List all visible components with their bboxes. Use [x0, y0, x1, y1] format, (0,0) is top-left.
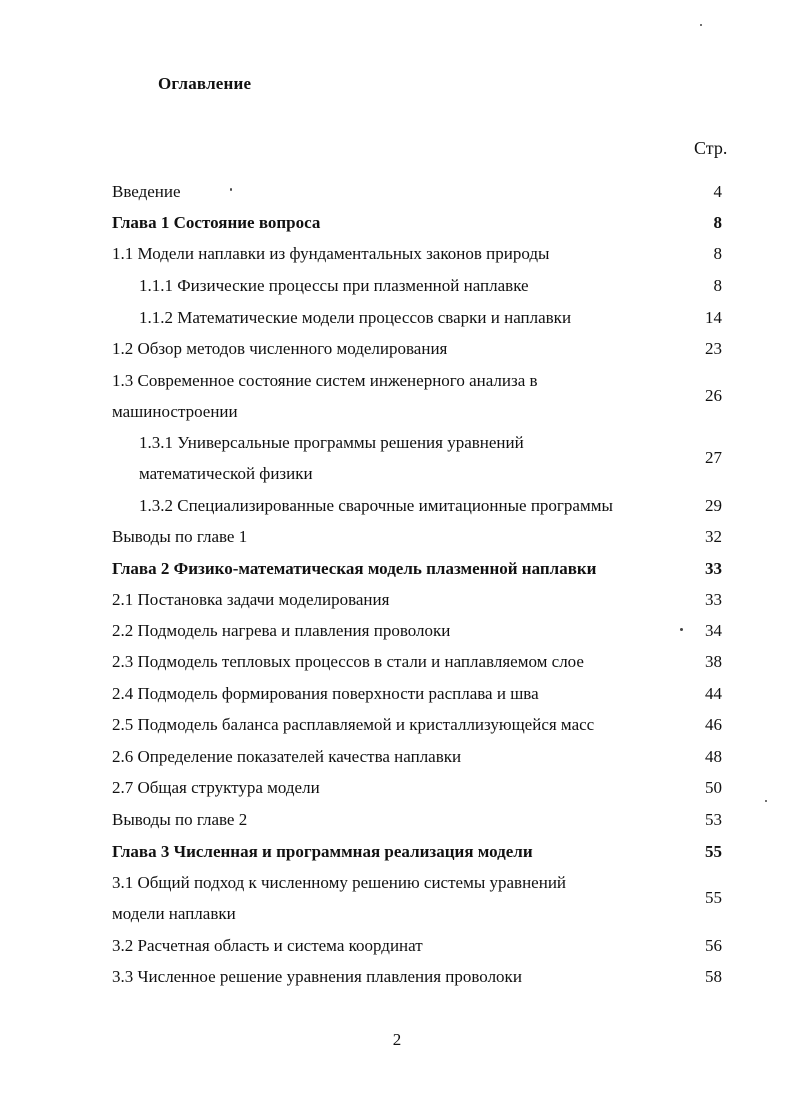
toc-entry-1-1-1 [112, 270, 722, 301]
toc-entry-introduction [112, 176, 722, 207]
toc-entry-text: Глава 1 Состояние вопроса [112, 213, 321, 232]
toc-entry-page: 34 [705, 621, 722, 640]
toc-entry-page: 55 [705, 842, 722, 861]
toc-entry-text: Глава 3 Численная и программная реализация модели [112, 842, 533, 861]
toc-entry-text: 3.3 Численное решение уравнения плавления проволоки [112, 967, 522, 986]
toc-entry-text: 2.1 Постановка задачи моделирования [112, 590, 390, 609]
toc-entry-2-4 [112, 678, 722, 709]
toc-entry-1-1-2 [112, 302, 722, 333]
toc-entry-text: 1.3.1 Универсальные программы решения уравнений математической физики [139, 433, 524, 483]
scan-speck [680, 628, 683, 631]
scan-speck [230, 188, 232, 191]
toc-entry-page: 8 [713, 276, 722, 295]
toc-entry-2-6 [112, 741, 722, 772]
toc-entry-page: 32 [705, 527, 722, 546]
toc-entry-text: 2.7 Общая структура модели [112, 778, 320, 797]
toc-entry-text: 1.1.1 Физические процессы при плазменной наплавке [139, 276, 529, 295]
toc-entry-text: 2.4 Подмодель формирования поверхности расплава и шва [112, 684, 539, 703]
toc-entry-text: Выводы по главе 1 [112, 527, 248, 546]
toc-entry-page: 8 [713, 244, 722, 263]
toc-entry-text: 2.5 Подмодель баланса расплавляемой и кристаллизующейся масс [112, 715, 595, 734]
toc-entry-page: 50 [705, 778, 722, 797]
toc-entry-text: 2.6 Определение показателей качества наплавки [112, 747, 462, 766]
toc-entry-page: 53 [705, 810, 722, 829]
toc-entry-text: 3.2 Расчетная область и система координат [112, 936, 423, 955]
scan-speck [765, 800, 767, 802]
toc-entry-text: Введение [112, 182, 181, 201]
toc-entry-2-5 [112, 709, 722, 740]
toc-entry-page: 48 [705, 747, 722, 766]
toc-entry-text: 2.3 Подмодель тепловых процессов в стали и наплавляемом слое [112, 652, 584, 671]
toc-entry-2-1 [112, 584, 722, 615]
toc-entry-3-2 [112, 930, 722, 961]
toc-entry-page: 55 [705, 888, 722, 907]
toc-entry-text: 1.3.2 Специализированные сварочные имитационные программы [139, 496, 613, 515]
toc-entry-page: 27 [705, 448, 722, 467]
toc-entry-3-1 [112, 867, 722, 929]
toc-entry-page: 4 [713, 182, 722, 201]
toc-entry-1-3-1 [112, 427, 722, 489]
toc-entry-page: 46 [705, 715, 722, 734]
scan-speck [700, 24, 702, 26]
toc-entry-page: 44 [705, 684, 722, 703]
toc-entry-2-2 [112, 615, 722, 646]
toc-entry-2-3 [112, 646, 722, 677]
toc-entry-text: 2.2 Подмодель нагрева и плавления проволоки [112, 621, 451, 640]
page-number: 2 [392, 1030, 402, 1049]
toc-entry-page: 26 [705, 386, 722, 405]
toc-entry-1-2 [112, 333, 722, 364]
toc-entry-chapter-2 [112, 553, 722, 584]
toc-entry-text: 1.3 Современное состояние систем инженерного анализа в машиностроении [112, 371, 538, 421]
toc-entry-page: 33 [705, 590, 722, 609]
toc-entry-1-3-2 [112, 490, 722, 521]
toc-entry-3-3 [112, 961, 722, 992]
toc-entry-text: 1.2 Обзор методов численного моделирования [112, 339, 448, 358]
toc-entry-page: 23 [705, 339, 722, 358]
toc-entry-page: 58 [705, 967, 722, 986]
toc-entry-page: 33 [705, 559, 722, 578]
toc-entry-text: 3.1 Общий подход к численному решению системы уравнений модели наплавки [112, 873, 567, 923]
page-column-label: Стр. [694, 138, 728, 158]
toc-entry-page: 29 [705, 496, 722, 515]
toc-entry-text: 1.1.2 Математические модели процессов сварки и наплавки [139, 308, 572, 327]
toc-entry-page: 38 [705, 652, 722, 671]
page-title: Оглавление [158, 74, 252, 93]
toc-entry-1-1 [112, 238, 722, 269]
toc-entry-conclusions-2 [112, 804, 722, 835]
toc-entry-page: 14 [705, 308, 722, 327]
toc-entry-chapter-1 [112, 207, 722, 238]
toc-entry-page: 56 [705, 936, 722, 955]
toc-entry-chapter-3 [112, 836, 722, 867]
toc-entry-conclusions-1 [112, 521, 722, 552]
toc-entry-text: Выводы по главе 2 [112, 810, 248, 829]
toc-entry-text: 1.1 Модели наплавки из фундаментальных законов природы [112, 244, 550, 263]
toc-entry-1-3 [112, 365, 722, 427]
toc-entry-2-7 [112, 772, 722, 803]
toc-entry-page: 8 [713, 213, 722, 232]
toc-entry-text: Глава 2 Физико-математическая модель плазменной наплавки [112, 559, 597, 578]
